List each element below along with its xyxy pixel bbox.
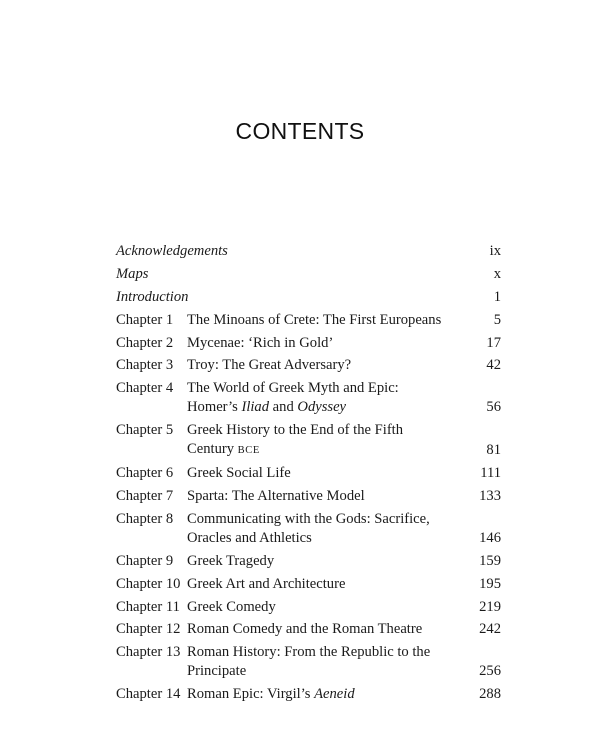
chapter-number: Chapter 1 [116, 311, 174, 328]
toc-entry-label: Acknowledgements [116, 243, 228, 259]
chapter-title-line-1: Communicating with the Gods: Sacrifice, [187, 510, 430, 527]
title-text-segment: Roman Epic: Virgil’s [187, 686, 315, 703]
toc-page-number: 111 [480, 465, 501, 482]
toc-entry-chapter-4[interactable] [116, 379, 501, 417]
chapter-title-line-1: Greek History to the End of the Fifth [187, 422, 404, 439]
toc-entry-chapter-8[interactable] [116, 510, 501, 548]
chapter-number: Chapter 3 [116, 357, 174, 374]
chapter-title-line-1: Roman History: From the Republic to the [187, 644, 431, 661]
table-of-contents [116, 242, 501, 708]
toc-entry-maps[interactable] [116, 265, 501, 284]
toc-page-number: 5 [493, 311, 501, 328]
chapter-number: Chapter 12 [116, 621, 181, 638]
chapter-title: Greek Tragedy [187, 552, 275, 569]
toc-page-number: 133 [479, 488, 501, 505]
toc-page-number: 56 [486, 399, 501, 416]
toc-page-number: 42 [486, 357, 501, 374]
toc-entry-label: Maps [116, 265, 149, 282]
toc-page-number: 195 [479, 575, 501, 592]
chapter-title: Sparta: The Alternative Model [187, 488, 365, 505]
toc-entry-label: Introduction [116, 288, 189, 305]
toc-entry-chapter-1[interactable] [116, 311, 501, 330]
work-title-iliad: Iliad [241, 399, 270, 416]
chapter-title-line-2: Oracles and Athletics [187, 529, 312, 546]
chapter-number: Chapter 13 [116, 644, 181, 661]
toc-page-number: 219 [479, 598, 501, 615]
chapter-number: Chapter 2 [116, 334, 174, 351]
toc-entry-chapter-5[interactable] [116, 421, 501, 460]
toc-page-number: 242 [479, 621, 501, 638]
toc-page-number: ix [489, 243, 501, 259]
toc-entry-chapter-13[interactable] [116, 643, 501, 681]
work-title-aeneid: Aeneid [314, 686, 355, 703]
toc-entry-introduction[interactable] [116, 288, 501, 307]
chapter-number: Chapter 8 [116, 510, 174, 527]
chapter-number: Chapter 9 [116, 552, 174, 569]
chapter-title: Troy: The Great Adversary? [187, 357, 352, 374]
toc-page-number: 17 [486, 334, 501, 351]
toc-page-number: x [493, 265, 501, 282]
title-text-segment: and [269, 399, 298, 416]
toc-entry-chapter-3[interactable] [116, 356, 501, 375]
chapter-title: Greek Social Life [187, 465, 291, 482]
work-title-odyssey: Odyssey [297, 399, 347, 416]
title-text-segment: Homer’s [187, 399, 242, 416]
chapter-title: The Minoans of Crete: The First Europeans [187, 311, 442, 328]
chapter-title [187, 379, 457, 417]
toc-page-number: 146 [479, 529, 501, 546]
chapter-title-line-2 [187, 398, 449, 417]
toc-entry-chapter-10[interactable] [116, 575, 501, 594]
chapter-title: Greek Art and Architecture [187, 575, 346, 592]
title-text-segment: Century [187, 441, 238, 458]
chapter-title [187, 510, 457, 548]
toc-page-number: 288 [479, 686, 501, 703]
chapter-title: Roman Comedy and the Roman Theatre [187, 621, 423, 638]
toc-entry-chapter-14[interactable] [116, 685, 501, 704]
toc-entry-chapter-12[interactable] [116, 620, 501, 639]
toc-page-number: 1 [493, 288, 501, 305]
era-abbreviation: BCE [237, 445, 260, 457]
toc-page-number: 159 [479, 552, 501, 569]
toc-entry-chapter-11[interactable] [116, 598, 501, 617]
chapter-number: Chapter 11 [116, 598, 180, 615]
chapter-title [187, 643, 457, 681]
chapter-number: Chapter 5 [116, 422, 174, 439]
chapter-number: Chapter 10 [116, 575, 181, 592]
chapter-number: Chapter 14 [116, 686, 181, 703]
chapter-title [187, 685, 457, 704]
chapter-number: Chapter 7 [116, 488, 174, 505]
toc-page-number: 81 [486, 442, 501, 459]
toc-entry-acknowledgements[interactable] [116, 242, 501, 261]
chapter-title [187, 421, 457, 460]
toc-entry-chapter-2[interactable] [116, 334, 501, 353]
toc-page-number: 256 [479, 663, 501, 680]
chapter-title: Mycenae: ‘Rich in Gold’ [187, 334, 334, 351]
chapter-number: Chapter 6 [116, 465, 174, 482]
chapter-number: Chapter 4 [116, 380, 174, 397]
chapter-title-line-1: The World of Greek Myth and Epic: [187, 380, 399, 397]
chapter-title-line-2 [187, 440, 449, 460]
chapter-title: Greek Comedy [187, 598, 276, 615]
chapter-title-line-2: Principate [187, 663, 247, 680]
page-title: CONTENTS [235, 118, 365, 144]
toc-entry-chapter-6[interactable] [116, 464, 501, 483]
toc-entry-chapter-7[interactable] [116, 487, 501, 506]
toc-entry-chapter-9[interactable] [116, 552, 501, 571]
